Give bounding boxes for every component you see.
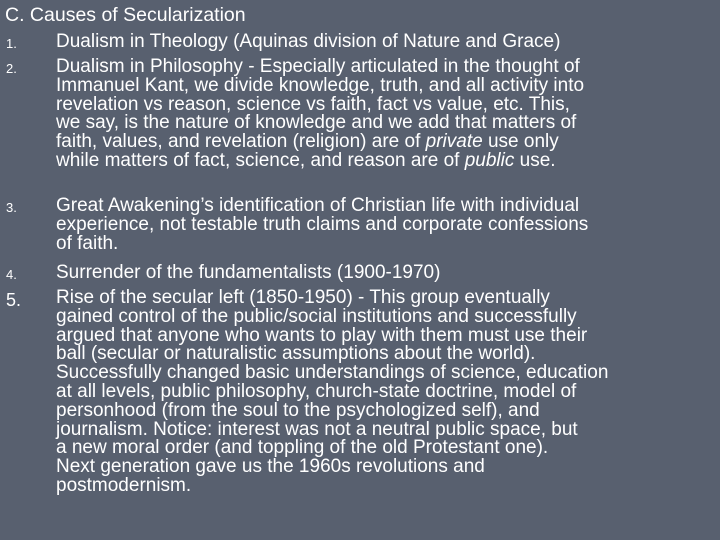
item-2-line-6b: use. (514, 149, 556, 171)
item-number-5: 5. (6, 290, 22, 310)
item-5-line-8: journalism. Notice: interest was not a neutral public space, but (56, 418, 578, 440)
item-3-line-1: Great Awakening’s identification of Christian life with individual (56, 195, 580, 216)
item-text-3 (56, 197, 718, 253)
item-text-1 (56, 33, 718, 52)
item-5-line-1: Rise of the secular left (1850-1950) - This group eventually (56, 287, 550, 308)
item-5-line-2: gained control of the public/social institutions and successfully (56, 305, 577, 327)
public-emphasis: public (464, 149, 515, 171)
item-5-line-9: a new moral order (and toppling of the old Protestant one). (56, 437, 549, 459)
item-5-line-6: at all levels, public philosophy, church-state doctrine, model of (56, 380, 577, 402)
item-2-line-5b: use only (482, 131, 559, 153)
item-3-line-3: of faith. (56, 232, 119, 254)
item-3-line-2: experience, not testable truth claims and corporate confessions (56, 213, 589, 235)
item-text-2 (56, 58, 718, 171)
item-5-line-5: Successfully changed basic understandings of science, education (56, 362, 609, 384)
item-number-1: 1. (6, 36, 17, 51)
item-text-4 (56, 264, 718, 283)
item-2-line-6 (56, 149, 718, 171)
item-5-line-4: ball (secular or naturalistic assumptions about the world). (56, 343, 536, 365)
item-5-line-3: argued that anyone who wants to play with them must use their (56, 324, 588, 346)
item-2-line-3: revelation vs reason, science vs faith, fact vs value, etc. This, (56, 93, 570, 115)
item-2-line-5a: faith, values, and revelation (religion) are of (56, 131, 426, 153)
item-5-line-10: Next generation gave us the 1960s revolutions and (56, 456, 485, 478)
private-emphasis: private (425, 131, 483, 153)
item-1-line-1: Dualism in Theology (Aquinas division of Nature and Grace) (56, 31, 561, 52)
item-2-line-6a: while matters of fact, science, and reason are of (56, 149, 465, 171)
item-5-line-7: personhood (from the soul to the psychologized self), and (56, 399, 540, 421)
item-2-line-2: Immanuel Kant, we divide knowledge, truth, and all activity into (56, 74, 585, 96)
item-5-line-11: postmodernism. (56, 474, 192, 496)
item-number-2: 2. (6, 61, 17, 76)
slide-title: C. Causes of Secularization (5, 4, 246, 26)
item-number-4: 4. (6, 267, 17, 282)
item-text-5 (56, 289, 718, 496)
item-2-line-1: Dualism in Philosophy - Especially articulated in the thought of (56, 56, 580, 77)
item-4-line-1: Surrender of the fundamentalists (1900-1970) (56, 262, 441, 283)
item-2-line-4: we say, is the nature of knowledge and we add that matters of (56, 112, 577, 134)
item-number-3: 3. (6, 200, 17, 215)
